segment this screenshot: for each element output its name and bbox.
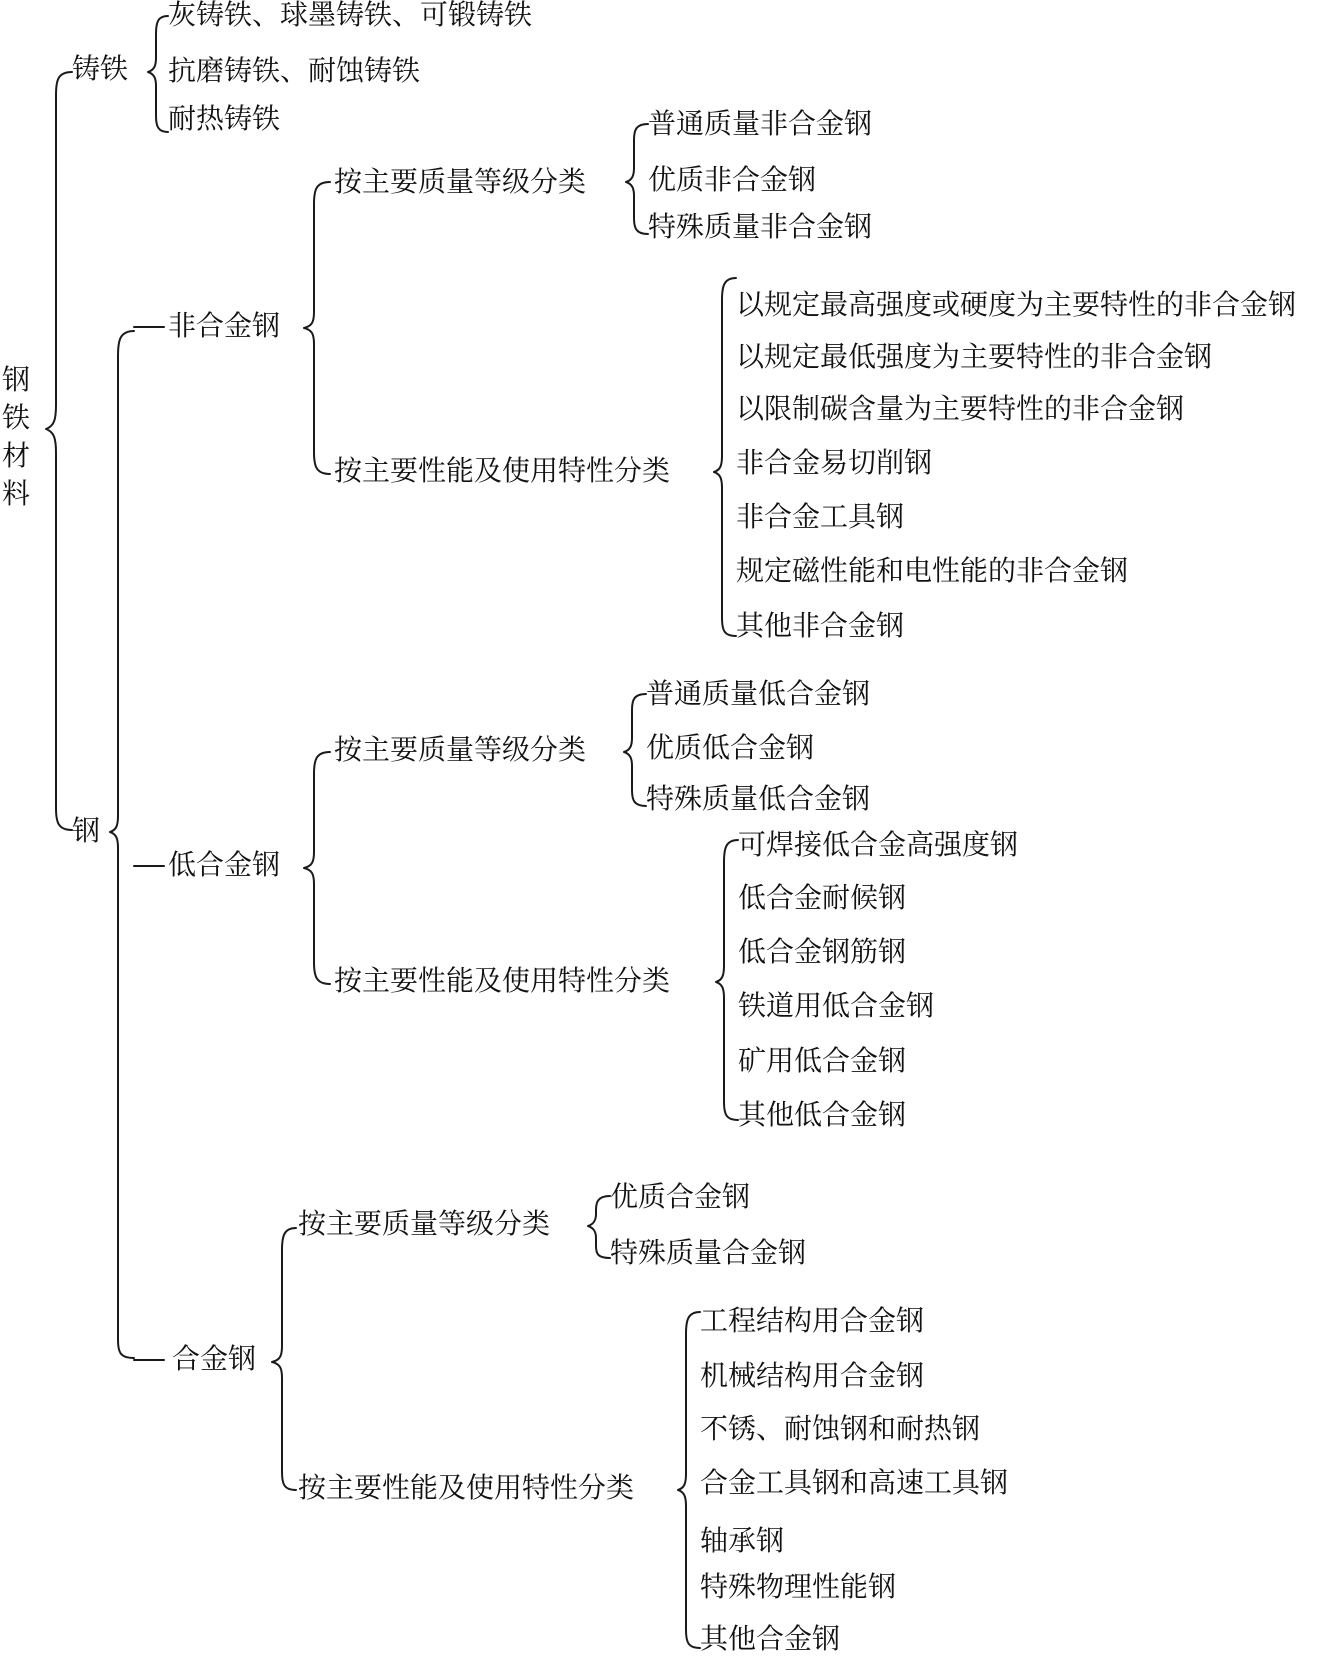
cast-iron-item-1: 灰铸铁、球墨铸铁、可锻铸铁 xyxy=(168,0,533,31)
alloy-performance-item-2: 机械结构用合金钢 xyxy=(700,1359,925,1392)
root-char-3: 材 xyxy=(2,439,31,472)
alloy-performance-item-6: 特殊物理性能钢 xyxy=(700,1570,897,1603)
non-alloy-performance-item-2: 以规定最低强度为主要特性的非合金钢 xyxy=(736,340,1213,373)
alloy-quality-item-2: 特殊质量合金钢 xyxy=(610,1236,807,1269)
alloy-quality-item-1: 优质合金钢 xyxy=(610,1180,751,1213)
alloy-group-quality: 按主要质量等级分类 xyxy=(298,1207,551,1240)
low-alloy-performance-item-1: 可焊接低合金高强度钢 xyxy=(738,828,1019,861)
non-alloy-performance-item-3: 以限制碳含量为主要特性的非合金钢 xyxy=(736,392,1185,425)
alloy-performance-item-5: 轴承钢 xyxy=(700,1524,785,1557)
steel-brace xyxy=(110,331,134,1358)
alloy-group-performance: 按主要性能及使用特性分类 xyxy=(298,1471,635,1504)
low-alloy-brace xyxy=(304,752,330,984)
low-alloy-quality-brace xyxy=(624,694,646,806)
non-alloy-performance-item-6: 规定磁性能和电性能的非合金钢 xyxy=(736,554,1129,587)
node-non-alloy-steel: 非合金钢 xyxy=(168,309,281,342)
alloy-performance-item-1: 工程结构用合金钢 xyxy=(700,1304,925,1337)
alloy-performance-item-4: 合金工具钢和高速工具钢 xyxy=(700,1466,1009,1499)
non-alloy-quality-item-2: 优质非合金钢 xyxy=(648,163,817,196)
non-alloy-performance-item-1: 以规定最高强度或硬度为主要特性的非合金钢 xyxy=(736,288,1297,321)
low-alloy-performance-item-3: 低合金钢筋钢 xyxy=(738,935,907,968)
alloy-performance-item-3: 不锈、耐蚀钢和耐热钢 xyxy=(700,1412,981,1445)
node-steel: 钢 xyxy=(72,814,101,847)
non-alloy-performance-item-7: 其他非合金钢 xyxy=(736,609,905,642)
low-alloy-performance-item-4: 铁道用低合金钢 xyxy=(738,989,935,1022)
low-alloy-quality-item-3: 特殊质量低合金钢 xyxy=(646,782,871,815)
low-alloy-performance-item-6: 其他低合金钢 xyxy=(738,1098,907,1131)
node-low-alloy-steel: 低合金钢 xyxy=(168,848,281,881)
non-alloy-quality-item-3: 特殊质量非合金钢 xyxy=(648,210,873,243)
cast-iron-item-2: 抗磨铸铁、耐蚀铸铁 xyxy=(168,54,421,87)
low-alloy-performance-brace xyxy=(716,840,738,1120)
low-alloy-group-quality: 按主要质量等级分类 xyxy=(334,733,587,766)
non-alloy-quality-brace xyxy=(626,124,648,234)
cast-iron-brace xyxy=(148,16,168,132)
non-alloy-performance-item-5: 非合金工具钢 xyxy=(736,500,905,533)
root-node xyxy=(2,363,30,510)
root-char-1: 钢 xyxy=(2,363,31,396)
low-alloy-group-performance: 按主要性能及使用特性分类 xyxy=(334,964,671,997)
node-alloy-steel: 合金钢 xyxy=(172,1342,257,1375)
alloy-performance-item-7: 其他合金钢 xyxy=(700,1622,841,1655)
root-char-4: 料 xyxy=(2,477,31,510)
alloy-quality-brace xyxy=(588,1196,610,1258)
non-alloy-quality-item-1: 普通质量非合金钢 xyxy=(648,107,873,140)
cast-iron-item-3: 耐热铸铁 xyxy=(168,102,281,135)
low-alloy-quality-item-2: 优质低合金钢 xyxy=(646,731,815,764)
non-alloy-group-performance: 按主要性能及使用特性分类 xyxy=(334,454,671,487)
alloy-brace xyxy=(272,1228,296,1490)
low-alloy-performance-item-2: 低合金耐候钢 xyxy=(738,881,907,914)
low-alloy-quality-item-1: 普通质量低合金钢 xyxy=(646,677,871,710)
root-brace xyxy=(46,72,72,830)
non-alloy-brace xyxy=(304,182,330,474)
non-alloy-group-quality: 按主要质量等级分类 xyxy=(334,165,587,198)
non-alloy-performance-brace xyxy=(714,278,736,636)
root-char-2: 铁 xyxy=(2,401,31,434)
alloy-performance-brace xyxy=(678,1312,700,1648)
low-alloy-performance-item-5: 矿用低合金钢 xyxy=(738,1044,907,1077)
non-alloy-performance-item-4: 非合金易切削钢 xyxy=(736,446,933,479)
node-cast-iron: 铸铁 xyxy=(72,52,129,85)
